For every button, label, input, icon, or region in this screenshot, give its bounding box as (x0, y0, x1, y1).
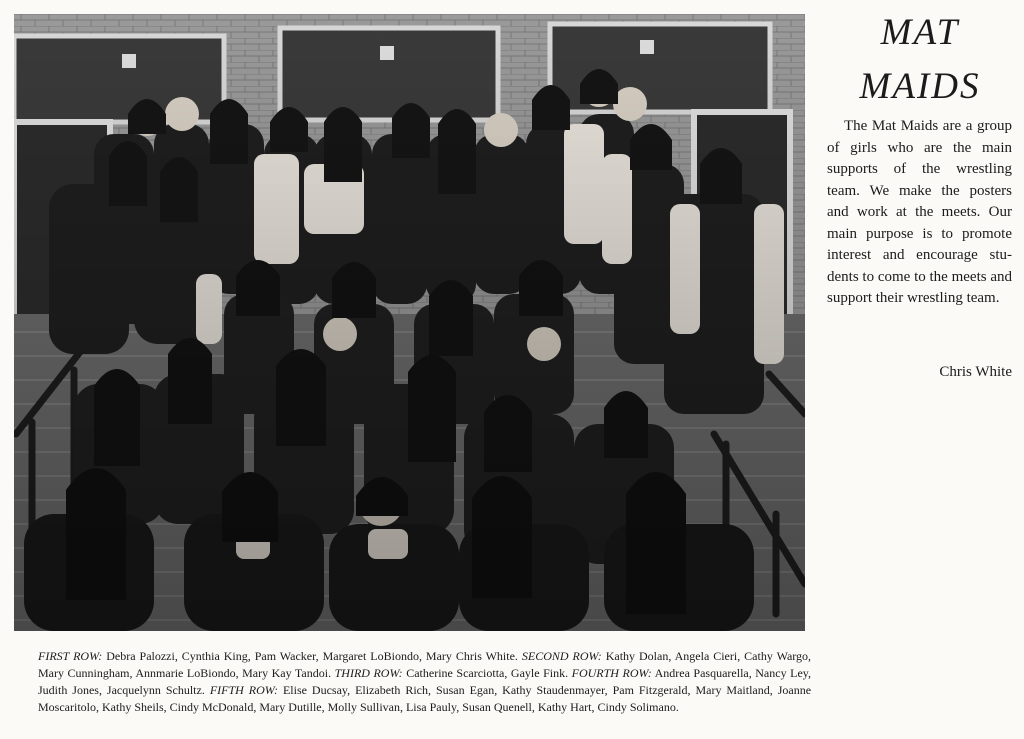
group-photo (14, 14, 805, 631)
row-label: SECOND ROW: (521, 649, 602, 663)
photo-caption (38, 648, 811, 716)
row-names: Debra Palozzi, Cynthia King, Pam Wacker, Margaret LoBiondo, Mary Chris White. (106, 649, 518, 663)
row-names: Andrea Pasquarella, Nancy Ley, Judith Jones, Jacquelynn Schultz. (38, 666, 811, 697)
title-line-2: MAIDS (859, 66, 981, 107)
photo-illustration (14, 14, 805, 631)
row-names: Elise Ducsay, Elizabeth Rich, Susan Egan, Kathy Staudenmayer, Pam Fitzgerald, Mary Maitland, Joanne Moscaritolo, Kathy Sheils, Cindy McDonald, Mary Dutille, Molly Sullivan, Lisa Pauly, Susan Quenell, Kathy Hart, Cindy Solimano. (38, 683, 812, 714)
article-body: The Mat Maids are a group of girls who are the main supports of the wrestling team. We make the posters and work at the meets. Our main purpose is to promote interest and encourage students to come to the meets and support their wrestling team. (827, 118, 1012, 306)
row-label: THIRD ROW: (334, 666, 403, 680)
title-line-1: MAT (880, 12, 960, 53)
article-title (830, 6, 1010, 114)
row-label: FOURTH ROW: (571, 666, 652, 680)
row-label: FIRST ROW: (38, 649, 103, 663)
row-names: Catherine Scarciotta, Gayle Fink. (406, 666, 569, 680)
article-author: Chris White (939, 364, 1012, 380)
row-names: Kathy Dolan, Angela Cieri, Cathy Wargo, Mary Cunningham, Annmarie LoBiondo, Mary Kay Tandoi. (38, 649, 812, 680)
row-label: FIFTH ROW: (209, 683, 278, 697)
